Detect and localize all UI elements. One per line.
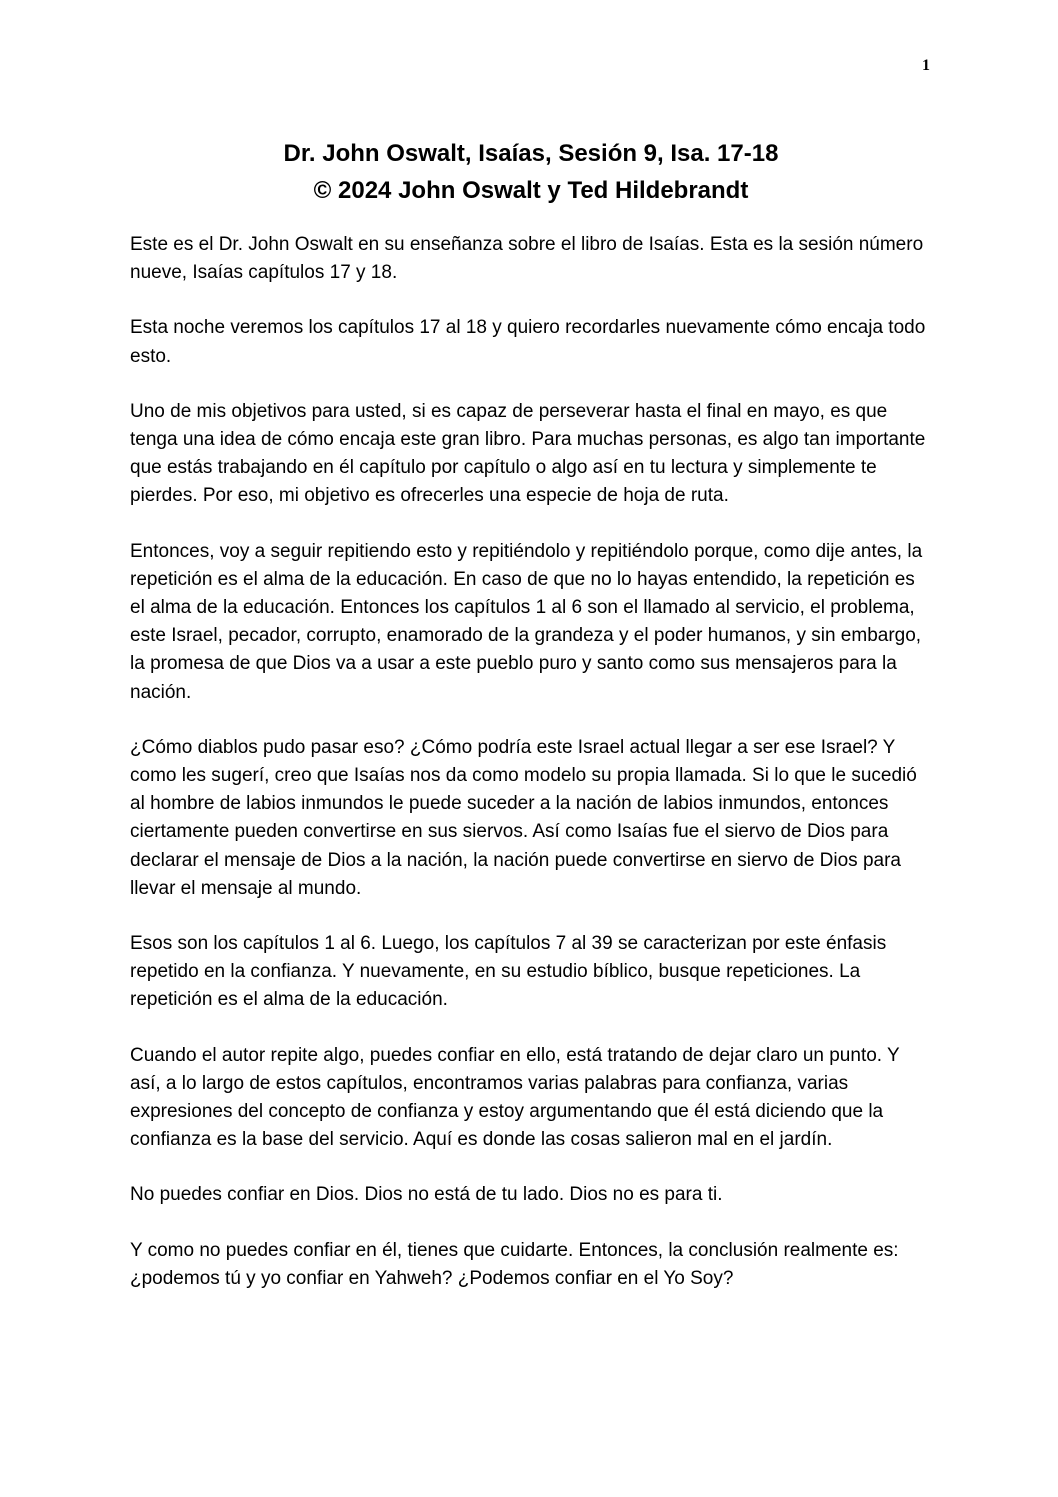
paragraph: Esos son los capítulos 1 al 6. Luego, los capítulos 7 al 39 se caracterizan por este énfasis repetido en la confianza. Y nuevamente, en su estudio bíblico, busque repeticiones. La repetición es el alma de la educación.: [130, 933, 887, 1011]
paragraph: Esta noche veremos los capítulos 17 al 18 y quiero recordarles nuevamente cómo encaja todo esto.: [130, 317, 926, 367]
document-title: [130, 135, 932, 209]
paragraph: Entonces, voy a seguir repitiendo esto y repitiéndolo y repitiéndolo porque, como dije antes, la repetición es el alma de la educación. En caso de que no lo hayas entendido, la repetición es el alma de la educación. Entonces los capítulos 1 al 6 son el llamado al servicio, el problema, este Israel, pecador, corrupto, enamorado de la grandeza y el poder humanos, y sin embargo, la promesa de que Dios va a usar a este pueblo puro y santo como sus mensajeros para la nación.: [130, 540, 923, 703]
paragraph: Y como no puedes confiar en él, tienes que cuidarte. Entonces, la conclusión realmente es: ¿podemos tú y yo confiar en Yahweh? ¿Podemos confiar en el Yo Soy?: [130, 1239, 899, 1289]
document-body: [130, 231, 932, 1293]
paragraph: Cuando el autor repite algo, puedes confiar en ello, está tratando de dejar claro un punto. Y así, a lo largo de estos capítulos, encontramos varias palabras para confianza, varias expresiones del concepto de confianza y estoy argumentando que él está diciendo que la confianza es la base del servicio. Aquí es donde las cosas salieron mal en el jardín.: [130, 1044, 900, 1151]
title-line-1: Dr. John Oswalt, Isaías, Sesión 9, Isa. 17-18: [283, 140, 779, 167]
paragraph: No puedes confiar en Dios. Dios no está de tu lado. Dios no es para ti.: [130, 1184, 723, 1206]
paragraph: ¿Cómo diablos pudo pasar eso? ¿Cómo podría este Israel actual llegar a ser ese Israel? Y como les sugerí, creo que Isaías nos da como modelo su propia llamada. Si lo que le sucedió al hombre de labios inmundos le puede suceder a la nación de labios inmundos, entonces ciertamente pueden convertirse en sus siervos. Así como Isaías fue el siervo de Dios para declarar el mensaje de Dios a la nación, la nación puede convertirse en siervo de Dios para llevar el mensaje al mundo.: [130, 736, 917, 899]
page-number: 1: [922, 57, 930, 74]
title-line-2: © 2024 John Oswalt y Ted Hildebrandt: [313, 177, 749, 204]
paragraph: Uno de mis objetivos para usted, si es capaz de perseverar hasta el final en mayo, es que tenga una idea de cómo encaja este gran libro. Para muchas personas, es algo tan importante que estás trabajando en él capítulo por capítulo o algo así en tu lectura y simplemente te pierdes. Por eso, mi objetivo es ofrecerles una especie de hoja de ruta.: [130, 400, 926, 507]
paragraph: Este es el Dr. John Oswalt en su enseñanza sobre el libro de Isaías. Esta es la sesión número nueve, Isaías capítulos 17 y 18.: [130, 234, 924, 284]
